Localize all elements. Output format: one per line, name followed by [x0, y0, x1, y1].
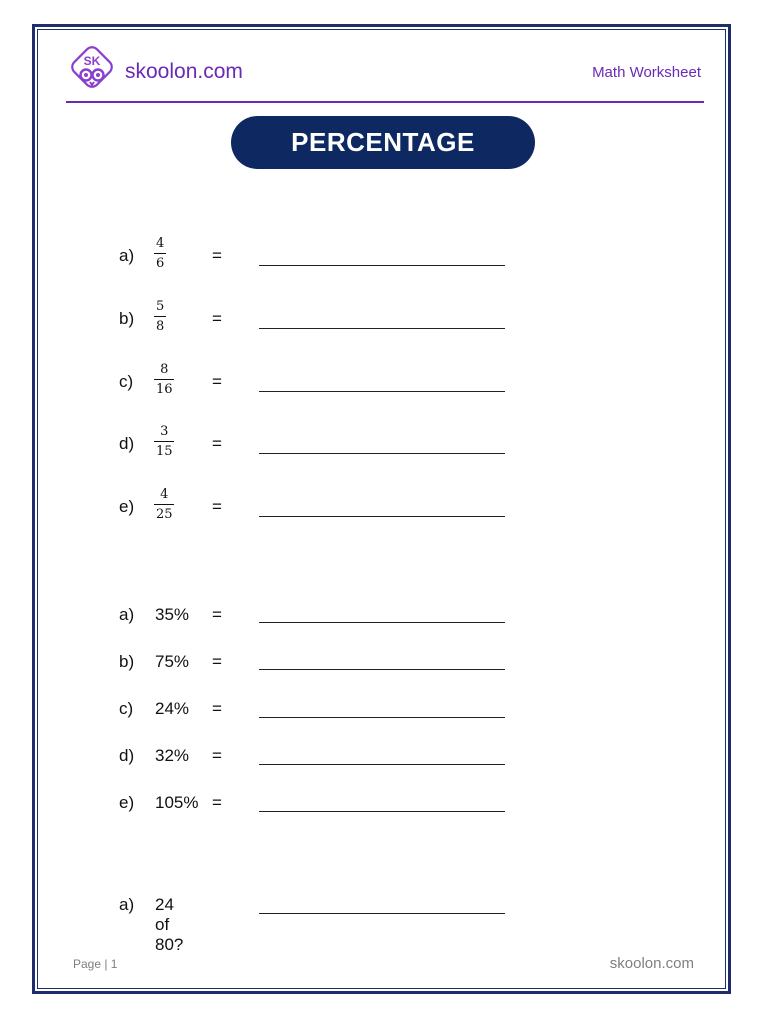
- answer-line[interactable]: [259, 391, 505, 392]
- equals-sign: =: [212, 605, 222, 624]
- answer-line[interactable]: [259, 622, 505, 623]
- numerator: 8: [160, 362, 169, 377]
- equals-sign: =: [212, 652, 222, 671]
- percent-value: 24%: [155, 699, 190, 718]
- problem-text: 24 of 80?: [155, 895, 184, 954]
- percent-value: 32%: [155, 746, 190, 765]
- percent-value: 75%: [155, 652, 190, 671]
- question-label: d): [119, 746, 135, 765]
- denominator: 8: [156, 319, 165, 334]
- fraction: [154, 488, 175, 521]
- answer-line[interactable]: [259, 265, 505, 266]
- question-label: a): [119, 895, 135, 914]
- brand-name: skoolon.com: [125, 60, 243, 83]
- percent-value: 35%: [155, 605, 190, 624]
- fraction-bar: [154, 379, 174, 380]
- equals-sign: =: [212, 246, 222, 265]
- question-label: b): [119, 652, 135, 671]
- question-label: c): [119, 372, 134, 391]
- answer-line[interactable]: [259, 328, 505, 329]
- logo-letters: SK: [83, 54, 101, 68]
- equals-sign: =: [212, 699, 222, 718]
- footer-site: skoolon.com: [609, 955, 694, 972]
- question-label: d): [119, 434, 135, 453]
- fraction: [154, 363, 175, 396]
- answer-line[interactable]: [259, 764, 505, 765]
- fraction: [154, 300, 166, 333]
- question-label: b): [119, 309, 135, 328]
- fraction-bar: [154, 253, 166, 254]
- numerator: 5: [156, 299, 165, 314]
- denominator: 16: [156, 382, 173, 397]
- answer-line[interactable]: [259, 669, 505, 670]
- denominator: 25: [156, 507, 173, 522]
- equals-sign: =: [212, 309, 222, 328]
- worksheet-title: PERCENTAGE: [231, 116, 535, 169]
- equals-sign: =: [212, 746, 222, 765]
- numerator: 3: [160, 424, 169, 439]
- fraction-bar: [154, 504, 174, 505]
- denominator: 6: [156, 256, 165, 271]
- numerator: 4: [156, 236, 165, 251]
- answer-line[interactable]: [259, 913, 505, 914]
- fraction: [154, 237, 166, 270]
- numerator: 4: [160, 487, 169, 502]
- question-label: a): [119, 246, 135, 265]
- header-divider: [66, 101, 704, 103]
- equals-sign: =: [212, 497, 222, 516]
- denominator: 15: [156, 444, 173, 459]
- answer-line[interactable]: [259, 717, 505, 718]
- equals-sign: =: [212, 793, 222, 812]
- owl-logo-icon: [62, 41, 122, 97]
- answer-line[interactable]: [259, 516, 505, 517]
- fraction-bar: [154, 316, 166, 317]
- question-label: e): [119, 793, 135, 812]
- question-label: e): [119, 497, 135, 516]
- answer-line[interactable]: [259, 453, 505, 454]
- percent-value: 105%: [155, 793, 199, 812]
- fraction: [154, 425, 175, 458]
- equals-sign: =: [212, 372, 222, 391]
- fraction-bar: [154, 441, 174, 442]
- question-label: a): [119, 605, 135, 624]
- equals-sign: =: [212, 434, 222, 453]
- page-number: Page | 1: [73, 957, 118, 971]
- answer-line[interactable]: [259, 811, 505, 812]
- document-type: Math Worksheet: [592, 64, 701, 81]
- question-label: c): [119, 699, 134, 718]
